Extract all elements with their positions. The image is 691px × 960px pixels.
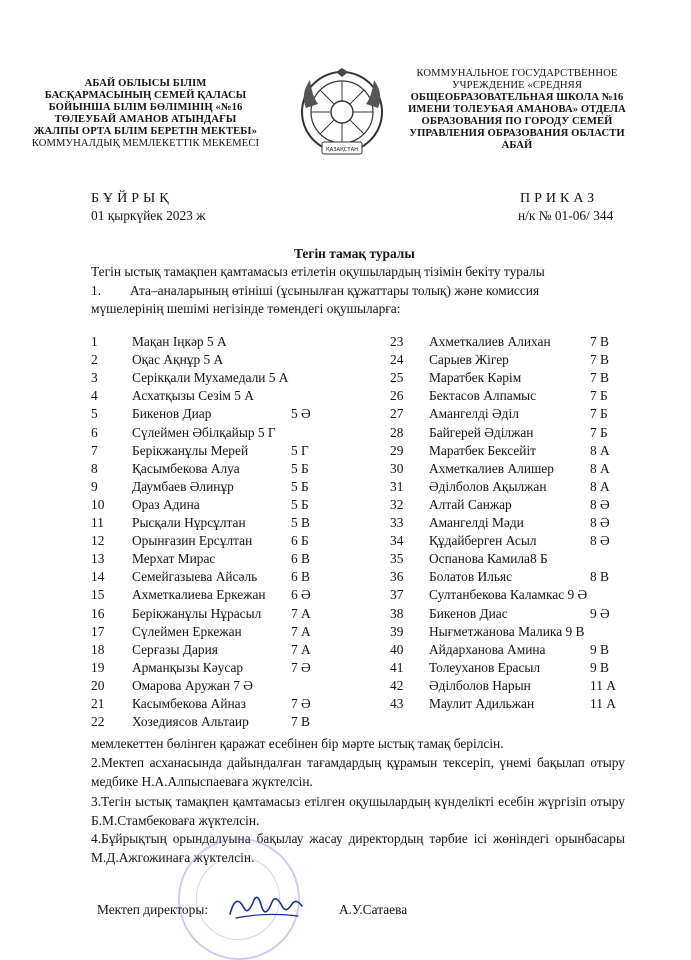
student-name: Орынғазин Ерсұлтан (132, 533, 253, 549)
intro-line: Ата–аналарының өтініші (ұсынылған құжаттары толық) және комиссия (130, 283, 540, 298)
student-name: Омарова Аружан 7 Ә (132, 677, 253, 693)
student-row (91, 533, 381, 549)
student-number: 33 (390, 515, 404, 530)
student-row (91, 696, 381, 712)
student-class: 8 Ә (590, 496, 610, 512)
student-number: 6 (91, 424, 98, 440)
director-signature-icon (226, 886, 310, 926)
student-class: 5 Г (291, 442, 309, 458)
director-name: А.У.Сатаева (339, 902, 408, 917)
student-name: Мерхат Мирас (132, 551, 216, 567)
header-right-line: АБАЙ (501, 140, 533, 151)
student-row (91, 606, 381, 622)
student-number: 14 (91, 569, 105, 585)
student-name: Амангелді Әділ (429, 406, 519, 422)
student-name: Ахметкалиев Алишер (429, 460, 554, 476)
student-class: 9 В (590, 641, 609, 657)
student-row (390, 606, 630, 622)
student-row (91, 714, 381, 730)
student-class: 8 Ә (590, 533, 610, 549)
student-list-left (91, 334, 381, 734)
student-class: 8 А (590, 460, 610, 476)
student-class: 8 Ә (590, 515, 610, 530)
student-name: Құдайберген Асыл (429, 533, 537, 549)
student-row (390, 515, 630, 531)
student-name: Берікжанұлы Мерей (132, 442, 249, 458)
student-number: 3 (91, 370, 98, 386)
student-name: Маратбек Бексейіт (429, 442, 537, 458)
student-name: Толеуханов Ерасыл (429, 659, 541, 675)
student-row (91, 461, 381, 477)
header-right-line: ИМЕНИ ТОЛЕУБАЯ АМАНОВА» ОТДЕЛА (408, 104, 626, 115)
header-left-line: БОЙЫНША БІЛІМ БӨЛІМІНІҢ «№16 (48, 102, 243, 113)
student-class: 6 Б (291, 533, 309, 549)
student-number: 40 (390, 641, 404, 657)
student-number: 24 (390, 352, 404, 368)
student-name: Рысқали Нұрсұлтан (132, 515, 246, 530)
student-class: 8 А (590, 478, 610, 494)
student-name: Бектасов Алпамыс (429, 388, 537, 404)
student-number: 13 (91, 551, 105, 567)
student-name: Султанбекова Каламкас 9 Ә (429, 587, 588, 603)
student-name: Асхатқызы Сезім 5 А (132, 388, 254, 404)
student-row (390, 533, 630, 549)
student-class: 8 В (590, 569, 609, 585)
student-number: 30 (390, 460, 404, 476)
student-row (91, 515, 381, 531)
student-number: 16 (91, 605, 105, 621)
student-name: Ахметкалиев Алихан (429, 334, 551, 349)
student-row (91, 406, 381, 422)
paragraph-2: 2.Мектеп асханасында дайындалған тағамдардың құрамын тексеріп, үнемі бақылап отыру медбике Н.А.Алпыспаеваға жүктелсін. (91, 755, 625, 789)
header-right-line: УПРАВЛЕНИЯ ОБРАЗОВАНИЯ ОБЛАСТИ (409, 128, 625, 139)
closing-line: мемлекеттен бөлінген қаражат есебінен бір мәрте ыстық тамақ берілсін. (91, 736, 504, 751)
student-number: 15 (91, 587, 105, 603)
student-row (390, 642, 630, 658)
student-row (390, 696, 630, 712)
intro-line: Тегін ыстық тамақпен қамтамасыз етілетін оқушылардың тізімін бекіту туралы (91, 264, 545, 279)
student-row (390, 388, 630, 404)
order-kz-date: 01 қыркүйек 2023 ж (91, 208, 206, 223)
student-class: 7 Б (590, 424, 608, 440)
student-name: Айдарханова Амина (429, 641, 546, 657)
student-name: Даумбаев Әлинұр (132, 478, 234, 494)
student-number: 4 (91, 388, 98, 404)
student-number: 7 (91, 442, 98, 458)
student-name: Сарыев Жігер (429, 352, 509, 368)
student-name: Сүлеймен Әбілқайыр 5 Г (132, 424, 276, 440)
student-class: 9 В (590, 659, 609, 675)
student-class: 7 В (590, 370, 609, 386)
student-number: 31 (390, 478, 404, 494)
student-row (390, 479, 630, 495)
student-name: Әділболов Ақылжан (429, 478, 547, 494)
header-left-line: КОММУНАЛДЫҚ МЕМЛЕКЕТТІК МЕКЕМЕСІ (31, 138, 260, 149)
header-right-line: ОБЩЕОБРАЗОВАТЕЛЬНАЯ ШКОЛА №16 (410, 92, 624, 103)
student-class: 7 А (291, 641, 311, 657)
student-class: 7 В (291, 714, 310, 730)
student-row (390, 587, 630, 603)
student-name: Ораз Адина (132, 496, 200, 512)
student-number: 18 (91, 641, 105, 657)
order-ru-number: н/к № 01-06/ 344 (518, 208, 614, 223)
student-class: 7 Б (590, 388, 608, 404)
header-left-line: ТӨЛЕУБАЙ АМАНОВ АТЫНДАҒЫ (54, 114, 237, 125)
student-list-right (390, 334, 630, 734)
student-row (91, 569, 381, 585)
student-class: 7 Б (590, 406, 608, 422)
student-name: Берікжанұлы Нұрасыл (132, 605, 262, 621)
paragraph-4: 4.Бұйрықтың орындалуына бақылау жасау директордың тәрбие ісі жөніндегі орынбасары М.Д.Ажгожинаға жүктелсін. (91, 831, 625, 865)
student-number: 26 (390, 388, 404, 404)
student-name: Бикенов Диар (132, 406, 212, 422)
student-class: 6 В (291, 551, 310, 567)
student-name: Касымбекова Айназ (132, 696, 246, 711)
student-class: 11 А (590, 696, 616, 711)
student-row (390, 370, 630, 386)
student-number: 37 (390, 587, 404, 603)
student-number: 12 (91, 533, 105, 549)
student-number: 10 (91, 496, 105, 512)
student-class: 5 Б (291, 460, 309, 476)
student-row (390, 551, 630, 567)
student-name: Бикенов Диас (429, 605, 508, 621)
student-class: 5 Ә (291, 406, 311, 422)
student-row (390, 461, 630, 477)
student-name: Әділболов Нарын (429, 677, 531, 693)
header-right-line: УЧРЕЖДЕНИЕ «СРЕДНЯЯ (452, 80, 582, 91)
student-number: 38 (390, 605, 404, 621)
student-row (91, 352, 381, 368)
student-row (390, 678, 630, 694)
student-name: Алтай Санжар (429, 496, 512, 512)
student-number: 36 (390, 569, 404, 585)
student-number: 8 (91, 460, 98, 476)
header-right-block (392, 68, 642, 152)
student-name: Оқас Ақнұр 5 А (132, 352, 224, 368)
student-name: Байгерей Әділжан (429, 424, 534, 440)
student-class: 5 В (291, 515, 310, 530)
student-row (91, 443, 381, 459)
student-row (390, 352, 630, 368)
student-row (390, 443, 630, 459)
emblem-caption: ҚАЗАҚСТАН (325, 147, 359, 153)
student-name: Серікқали Мухамедали 5 А (132, 370, 289, 386)
student-number: 25 (390, 370, 404, 386)
kazakhstan-emblem-icon (298, 68, 386, 160)
student-row (91, 678, 381, 694)
student-row (390, 497, 630, 513)
student-number: 41 (390, 659, 404, 675)
document-title: Тегін тамақ туралы (294, 246, 415, 261)
student-number: 29 (390, 442, 404, 458)
student-name: Хозедиясов Альтаир (132, 714, 249, 730)
student-number: 27 (390, 406, 404, 422)
student-number: 9 (91, 478, 98, 494)
student-name: Серғазы Дария (132, 641, 218, 657)
header-left-block (18, 78, 273, 150)
student-number: 22 (91, 714, 105, 730)
student-class: 7 А (291, 623, 311, 639)
header-right-line: ОБРАЗОВАНИЯ ПО ГОРОДУ СЕМЕЙ (421, 116, 613, 127)
student-row (390, 624, 630, 640)
student-number: 19 (91, 659, 105, 675)
student-class: 7 Ә (291, 659, 311, 675)
student-name: Сүлеймен Еркежан (132, 623, 242, 639)
student-row (91, 479, 381, 495)
student-number: 23 (390, 334, 404, 349)
student-row (390, 425, 630, 441)
student-row (390, 569, 630, 585)
student-name: Оспанова Камила8 Б (429, 551, 548, 567)
student-row (91, 551, 381, 567)
student-number: 5 (91, 406, 98, 422)
intro-line-number: 1. (91, 283, 102, 298)
header-left-line: ЖАЛПЫ ОРТА БІЛІМ БЕРЕТІН МЕКТЕБІ» (33, 126, 258, 137)
student-class: 7 В (590, 334, 609, 349)
student-name: Маулит Адильжан (429, 696, 535, 711)
student-number: 28 (390, 424, 404, 440)
student-number: 2 (91, 352, 98, 368)
student-name: Семейгазыева Айсәль (132, 569, 258, 585)
student-number: 32 (390, 496, 404, 512)
signature-label: Мектеп директоры: (97, 902, 209, 917)
student-class: 7 В (590, 352, 609, 368)
student-name: Маратбек Кәрім (429, 370, 522, 386)
student-number: 17 (91, 623, 105, 639)
student-number: 21 (91, 696, 105, 711)
student-number: 34 (390, 533, 404, 549)
student-name: Амангелді Мәди (429, 515, 524, 530)
student-row (91, 497, 381, 513)
student-row (91, 334, 381, 350)
student-class: 9 Ә (590, 605, 610, 621)
student-row (91, 370, 381, 386)
paragraph-3: 3.Тегін ыстық тамақпен қамтамасыз етілген оқушылардың күнделікті есебін жүргізіп отыру Б.М.Стамбековаға жүктелсін. (91, 794, 625, 828)
student-row (91, 587, 381, 603)
intro-line: мүшелерінің шешімі негізінде төмендегі оқушыларға: (91, 301, 401, 316)
student-class: 11 А (590, 677, 616, 693)
student-row (91, 642, 381, 658)
student-number: 39 (390, 623, 404, 639)
student-row (91, 624, 381, 640)
student-row (390, 660, 630, 676)
student-class: 6 Ә (291, 587, 311, 603)
order-ru-title: ПРИКАЗ (520, 191, 599, 206)
student-name: Мақан Іңкәр 5 А (132, 334, 227, 349)
student-number: 42 (390, 677, 404, 693)
student-number: 35 (390, 551, 404, 567)
order-kz-title: БҰЙРЫҚ (91, 191, 173, 206)
student-name: Қасымбекова Алуа (132, 460, 240, 476)
student-number: 1 (91, 334, 98, 349)
header-left-line: БАСҚАРМАСЫНЫҢ СЕМЕЙ ҚАЛАСЫ (44, 90, 247, 101)
student-row (91, 425, 381, 441)
student-number: 11 (91, 515, 104, 530)
student-class: 7 А (291, 605, 311, 621)
student-number: 20 (91, 677, 105, 693)
student-class: 5 Б (291, 496, 309, 512)
student-row (390, 406, 630, 422)
student-number: 43 (390, 696, 404, 711)
student-class: 7 Ә (291, 696, 311, 711)
student-name: Ахметкалиева Еркежан (132, 587, 266, 603)
student-name: Нығметжанова Малика 9 В (429, 623, 585, 639)
header-right-line: КОММУНАЛЬНОЕ ГОСУДАРСТВЕННОЕ (416, 68, 618, 79)
student-class: 6 В (291, 569, 310, 585)
student-row (390, 334, 630, 350)
student-name: Болатов Ильяс (429, 569, 513, 585)
header-left-line: АБАЙ ОБЛЫСЫ БІЛІМ (84, 78, 207, 89)
student-class: 8 А (590, 442, 610, 458)
student-name: Арманқызы Кәусар (132, 659, 244, 675)
student-class: 5 Б (291, 478, 309, 494)
student-row (91, 388, 381, 404)
student-row (91, 660, 381, 676)
